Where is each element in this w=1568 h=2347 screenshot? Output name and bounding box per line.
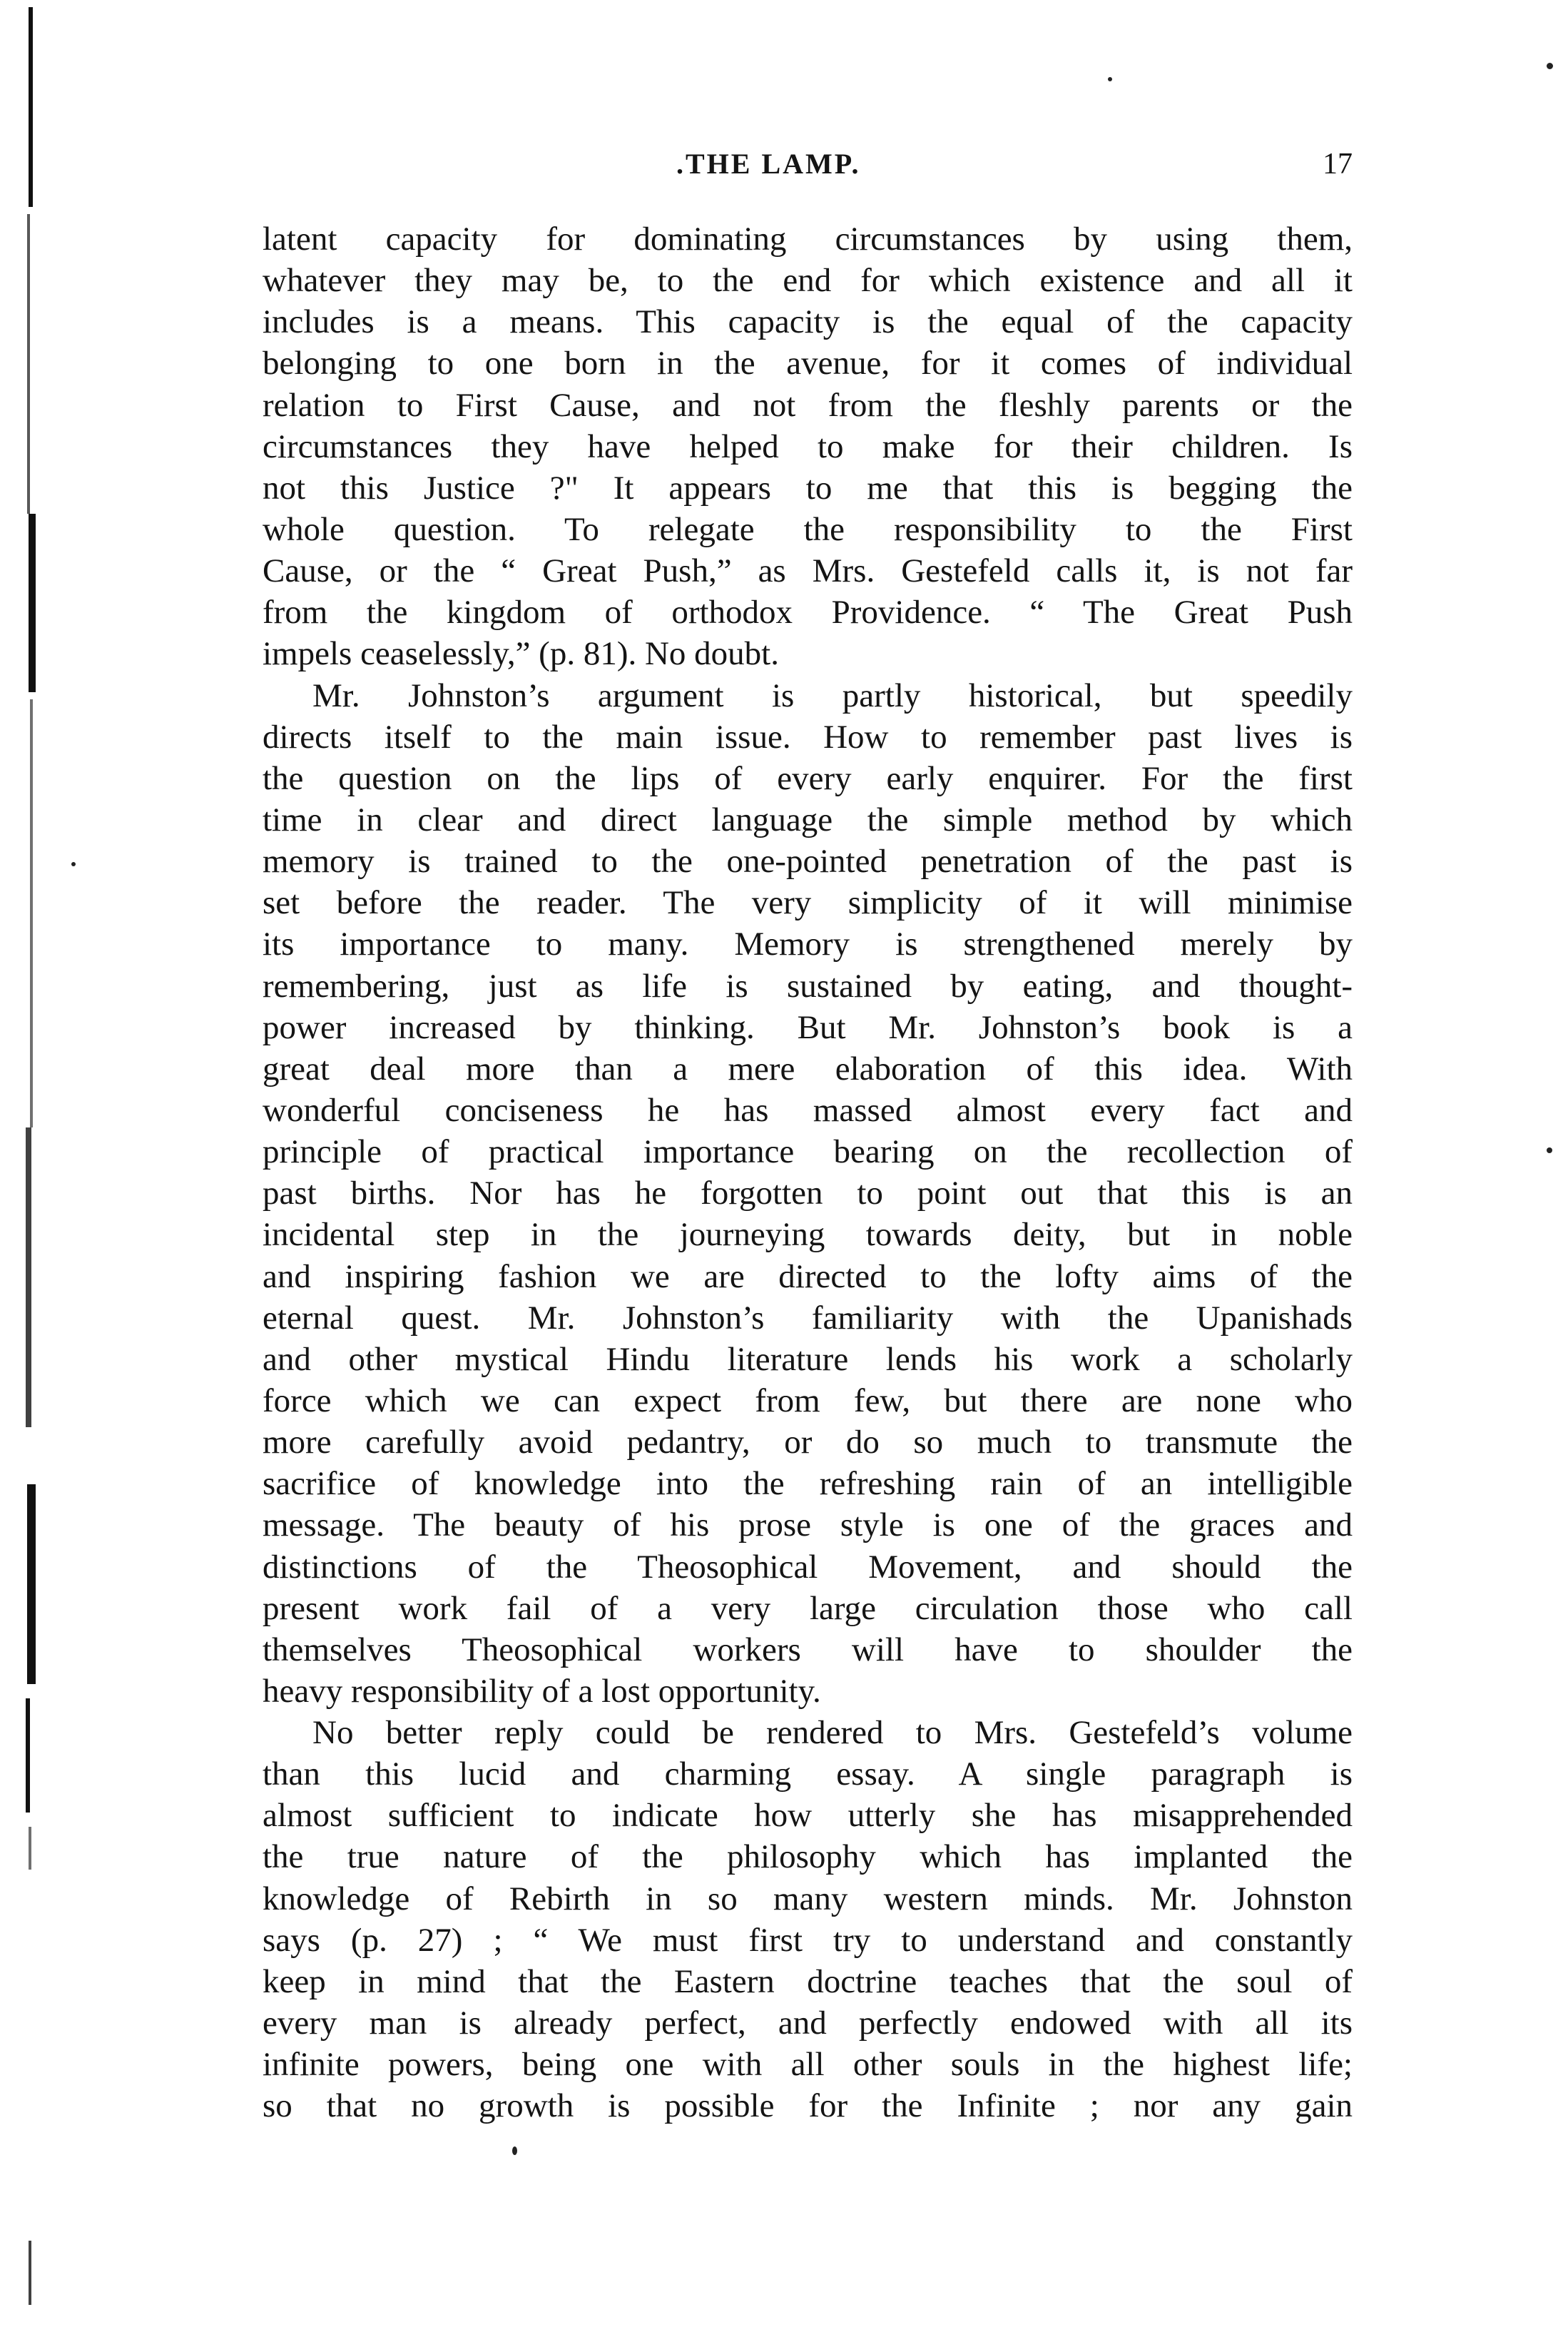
scan-edge-mark	[27, 214, 30, 514]
text-line: power increased by thinking. But Mr. Johnston’s book is a	[263, 1008, 1353, 1046]
scan-edge-mark	[29, 514, 36, 692]
text-line: every man is already perfect, and perfectly endowed with all its	[263, 2004, 1353, 2042]
text-line: themselves Theosophical workers will have to shoulder the	[263, 1631, 1353, 1668]
text-line: the true nature of the philosophy which has implanted the	[263, 1838, 1353, 1876]
scan-edge-mark	[30, 699, 33, 1127]
text-line: time in clear and direct language the simple method by which	[263, 801, 1353, 838]
running-head: .THE LAMP.	[676, 148, 861, 180]
text-line: sacrifice of knowledge into the refreshing rain of an intelligible	[263, 1465, 1353, 1503]
text-line: Mr. Johnston’s argument is partly historical, but speedily	[312, 676, 1353, 714]
paragraph	[263, 675, 1353, 1713]
text-line: relation to First Cause, and not from the fleshly parents or the	[263, 386, 1353, 424]
scan-speck	[71, 862, 76, 866]
text-line: No better reply could be rendered to Mrs. Gestefeld’s volume	[312, 1714, 1353, 1752]
body-text	[263, 218, 1353, 2127]
text-line: eternal quest. Mr. Johnston’s familiarity with the Upanishads	[263, 1299, 1353, 1337]
paragraph	[263, 1712, 1353, 2127]
scan-edge-mark	[29, 7, 33, 207]
text-line: great deal more than a mere elaboration of this idea. With	[263, 1050, 1353, 1088]
text-line: wonderful conciseness he has massed almost every fact and	[263, 1091, 1353, 1129]
paragraph	[263, 218, 1353, 675]
text-line: principle of practical importance bearing on the recollection of	[263, 1133, 1353, 1171]
text-line: distinctions of the Theosophical Movement, and should the	[263, 1548, 1353, 1586]
text-line: impels ceaselessly,” (p. 81). No doubt.	[263, 635, 779, 673]
text-line: so that no growth is possible for the Infinite ; nor any gain	[263, 2087, 1353, 2125]
page-header	[263, 147, 1353, 190]
text-line: whatever they may be, to the end for which existence and all it	[263, 262, 1353, 300]
text-line: not this Justice ?" It appears to me that this is begging the	[263, 469, 1353, 507]
scan-speck	[1547, 1147, 1552, 1153]
scan-edge-mark	[29, 1827, 31, 1870]
scan-speck	[1108, 77, 1112, 81]
scan-edge-mark	[29, 2241, 31, 2305]
text-line: more carefully avoid pedantry, or do so much to transmute the	[263, 1424, 1353, 1461]
scan-edge-mark	[26, 1698, 30, 1813]
text-line: circumstances they have helped to make for their children. Is	[263, 427, 1353, 465]
scan-speck	[512, 2146, 517, 2155]
text-line: says (p. 27) ; “ We must first try to understand and constantly	[263, 1921, 1353, 1959]
text-line: force which we can expect from few, but there are none who	[263, 1382, 1353, 1419]
text-line: the question on the lips of every early enquirer. For the first	[263, 759, 1353, 797]
text-line: message. The beauty of his prose style is one of the graces and	[263, 1506, 1353, 1544]
scan-edge-mark	[26, 1127, 31, 1427]
text-line: present work fail of a very large circulation those who call	[263, 1589, 1353, 1627]
scan-speck	[1547, 63, 1553, 69]
text-line: set before the reader. The very simplicity of it will minimise	[263, 884, 1353, 922]
text-line: directs itself to the main issue. How to remember past lives is	[263, 718, 1353, 756]
text-line: includes is a means. This capacity is the equal of the capacity	[263, 303, 1353, 341]
text-line: knowledge of Rebirth in so many western minds. Mr. Johnston	[263, 1880, 1353, 1917]
text-line: and inspiring fashion we are directed to the lofty aims of the	[263, 1257, 1353, 1295]
text-line: from the kingdom of orthodox Providence. “ The Great Push	[263, 594, 1353, 632]
text-line: past births. Nor has he forgotten to point out that this is an	[263, 1175, 1353, 1212]
text-line: belonging to one born in the avenue, for it comes of individual	[263, 345, 1353, 382]
text-line: almost sufficient to indicate how utterly she has misapprehended	[263, 1797, 1353, 1835]
text-line: latent capacity for dominating circumstances by using them,	[263, 220, 1353, 258]
page-number: 17	[1323, 148, 1353, 181]
text-line: whole question. To relegate the responsibility to the First	[263, 510, 1353, 548]
text-line: memory is trained to the one-pointed penetration of the past is	[263, 843, 1353, 881]
text-line: heavy responsibility of a lost opportunity.	[263, 1672, 821, 1710]
text-line: infinite powers, being one with all other souls in the highest life;	[263, 2046, 1353, 2084]
text-line: than this lucid and charming essay. A single paragraph is	[263, 1755, 1353, 1793]
text-line: incidental step in the journeying towards deity, but in noble	[263, 1216, 1353, 1254]
scan-edge-mark	[27, 1484, 36, 1684]
text-line: keep in mind that the Eastern doctrine teaches that the soul of	[263, 1962, 1353, 2000]
text-line: remembering, just as life is sustained by eating, and thought-	[263, 967, 1353, 1005]
text-line: Cause, or the “ Great Push,” as Mrs. Gestefeld calls it, is not far	[263, 552, 1353, 590]
text-line: its importance to many. Memory is strengthened merely by	[263, 926, 1353, 963]
text-line: and other mystical Hindu literature lends his work a scholarly	[263, 1340, 1353, 1378]
